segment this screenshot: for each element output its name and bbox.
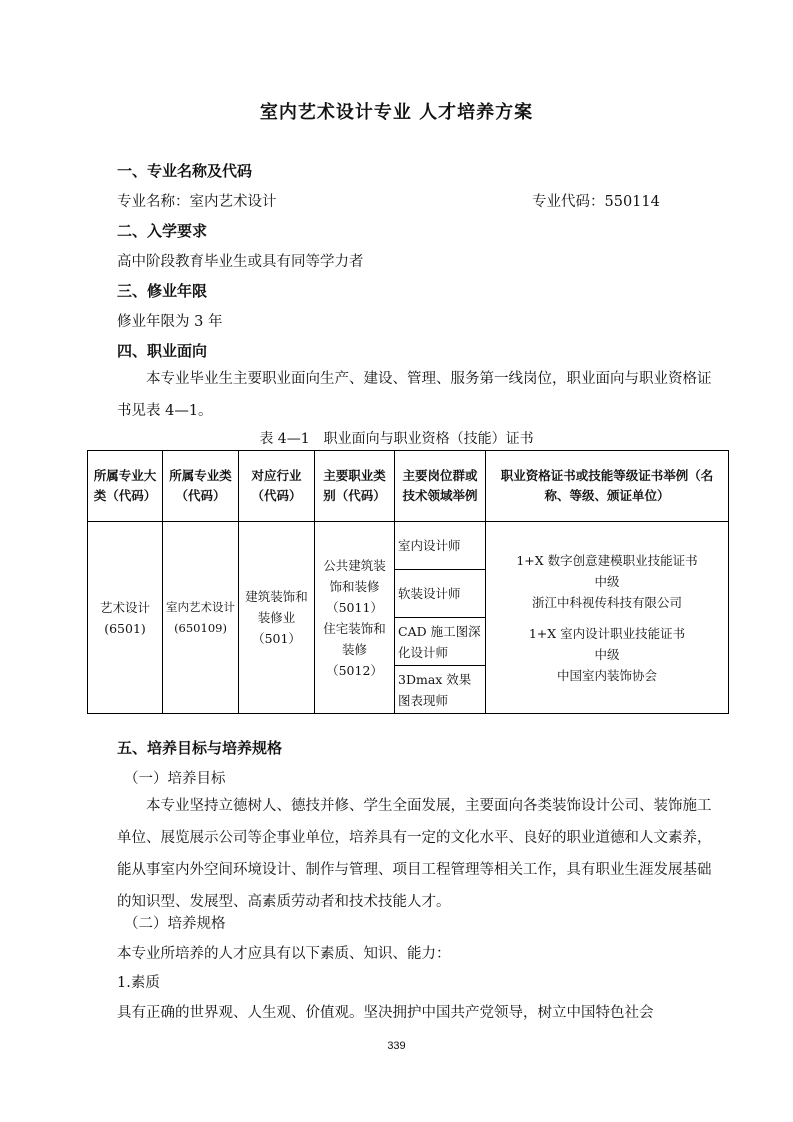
table-header-row	[88, 451, 729, 522]
post-cell: 室内设计师	[395, 522, 486, 570]
certificate-cell	[486, 522, 729, 714]
occupation-a-code: （5011）	[326, 599, 383, 615]
header-cell: 主要岗位群或技术领域举例	[395, 451, 486, 522]
table-row	[88, 522, 729, 570]
major-category-code: (6501)	[104, 620, 146, 636]
header-cell: 对应行业（代码）	[239, 451, 315, 522]
header-cell: 职业资格证书或技能等级证书举例（名称、等级、颁证单位）	[486, 451, 729, 522]
post-cell: CAD 施工图深化设计师	[395, 618, 486, 666]
duration-text: 修业年限为 3 年	[117, 314, 223, 330]
certificate-1-name: 1+X 数字创意建模职业技能证书	[516, 552, 698, 568]
page-number: 339	[387, 1040, 406, 1052]
major-category-name: 艺术设计	[99, 599, 150, 615]
occupation-b: 住宅装饰和装修	[323, 620, 386, 657]
industry-code: （501）	[252, 631, 301, 646]
career-table	[87, 450, 729, 714]
occupation-b-code: （5012）	[326, 662, 383, 678]
career-text: 本专业毕业生主要职业面向生产、建设、管理、服务第一线岗位，职业面向与职业资格证书见表 4—1。	[117, 371, 712, 419]
admission-text: 高中阶段教育毕业生或具有同等学力者	[117, 254, 364, 270]
certificate-2-name: 1+X 室内设计职业技能证书	[528, 625, 686, 641]
certificate-1-level: 中级	[594, 573, 620, 589]
section4-heading: 四、职业面向	[117, 342, 208, 360]
header-cell: 主要职业类别（代码）	[315, 451, 395, 522]
section2-heading: 二、入学要求	[117, 222, 208, 240]
quality-heading: 1.素质	[117, 975, 160, 991]
certificate-2-level: 中级	[594, 646, 620, 662]
section1-heading: 一、专业名称及代码	[117, 162, 253, 180]
industry-cell	[239, 522, 315, 714]
page-title: 室内艺术设计专业 人才培养方案	[259, 102, 534, 123]
post-cell: 3Dmax 效果图表现师	[395, 666, 486, 714]
spec-subheading: （二）培养规格	[124, 916, 226, 932]
header-cell: 所属专业大类（代码）	[88, 451, 163, 522]
spec-intro: 本专业所培养的人才应具有以下素质、知识、能力：	[117, 946, 451, 962]
major-category-cell	[88, 522, 163, 714]
major-name: 专业名称：室内艺术设计	[117, 194, 277, 210]
occupation-cell	[315, 522, 395, 714]
major-class-cell	[163, 522, 239, 714]
certificate-2	[489, 623, 725, 686]
certificate-2-org: 中国室内装饰协会	[556, 667, 657, 683]
post-cell: 软装设计师	[395, 570, 486, 618]
section3-heading: 三、修业年限	[117, 282, 208, 300]
table-caption: 表 4—1 职业面向与职业资格（技能）证书	[259, 431, 534, 447]
industry-name: 建筑装饰和装修业	[245, 589, 308, 625]
section5-heading: 五、培养目标与培养规格	[117, 739, 283, 757]
certificate-1	[489, 550, 725, 613]
goal-text: 本专业坚持立德树人、德技并修、学生全面发展，主要面向各类装饰设计公司、装饰施工单位、展览展示公司等企事业单位，培养具有一定的文化水平、良好的职业道德和人文素养，能从事室内外空间环境设计、制作与管理、项目工程管理等相关工作，具有职业生涯发展基础的知识型、发展型、高素质劳动者和技术技能人才。	[117, 798, 712, 910]
goal-subheading: （一）培养目标	[124, 771, 226, 787]
major-class-name: 室内艺术设计	[166, 599, 235, 614]
header-cell: 所属专业类（代码）	[163, 451, 239, 522]
occupation-a: 公共建筑装饰和装修	[323, 557, 386, 594]
major-code: 专业代码：550114	[532, 194, 660, 210]
major-class-code: (650109)	[174, 620, 227, 635]
quality-text: 具有正确的世界观、人生观、价值观。坚决拥护中国共产党领导，树立中国特色社会	[117, 1005, 654, 1021]
certificate-1-org: 浙江中科视传科技有限公司	[531, 594, 682, 610]
